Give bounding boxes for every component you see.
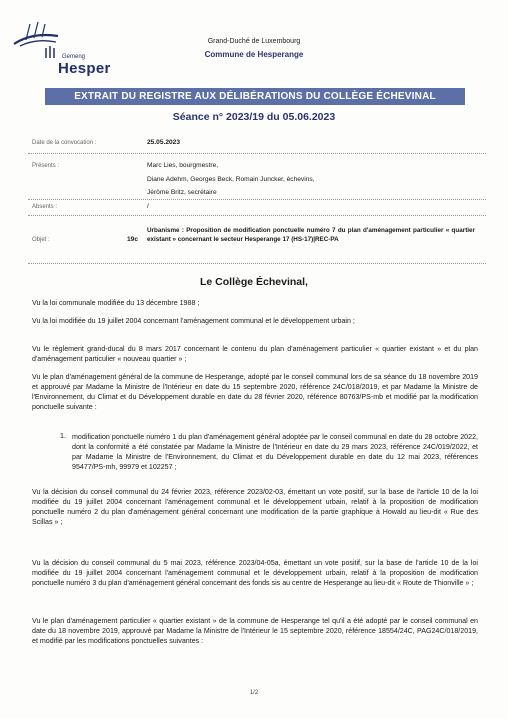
objet-number: 19c [127, 236, 139, 243]
divider [28, 215, 486, 216]
considerant-paragraph: Vu la décision du conseil communal du 24 février 2023, référence 2023/02-03, émettant un vote positif, sur la base de l'article 10 de la loi modifiée du 19 juillet 2004 concernant l'aménagement communal et le développement urbain, relatif à la proposition de modification ponctuelle numéro 2 du plan d'aménagement général concernant une modification de la partie graphique à Howald au lieu-dit « Rue des Scillas » ; [32, 488, 478, 526]
logo-wordmark: Hesper [58, 60, 111, 77]
commune-logo [12, 18, 111, 77]
considerant-paragraph: Vu la loi communale modifiée du 13 décembre 1988 ; [32, 299, 200, 307]
objet-text: Urbanisme : Proposition de modification ponctuelle numéro 7 du plan d'aménagement particulier « quartier existant » concernant le secteur Hesperange 17 (HS-17)|REC-PA [147, 227, 475, 243]
considerant-paragraph: Vu le règlement grand-ducal du 8 mars 2017 concernant le contenu du plan d'aménagement particulier « quartier existant » et du plan d'aménagement particulier « nouveau quartier » ; [32, 345, 478, 363]
list-number: 1. [60, 432, 66, 440]
presents-label: Présents : [32, 163, 60, 169]
register-banner: EXTRAIT DU REGISTRE AUX DÉLIBÉRATIONS DU COLLÈGE ÉCHEVINAL [45, 88, 465, 105]
divider [28, 263, 486, 264]
convocation-date: 25.05.2023 [147, 139, 181, 146]
convocation-label: Date de la convocation : [32, 140, 97, 146]
considerant-paragraph: Vu le plan d'aménagement particulier « quartier existant » de la commune de Hesperange tel qu'il a été adopté par le conseil communal en date du 18 novembre 2019, approuvé par Madame la Ministre de l'Intérieur le 15 septembre 2020, référence 18554/24C, PAG24C/018/2019, et modifié par les modifications ponctuelles suivantes : [32, 617, 478, 645]
considerant-paragraph: Vu la loi modifiée du 19 juillet 2004 concernant l'aménagement communal et le développement urbain ; [32, 317, 355, 325]
commune-name: Commune de Hesperange [204, 50, 304, 59]
divider [28, 199, 486, 200]
college-heading: Le Collège Échevinal, [200, 276, 308, 288]
country-line: Grand-Duché de Luxembourg [207, 38, 301, 45]
objet-label: Objet : [32, 237, 50, 243]
considerant-paragraph: Vu le plan d'aménagement général de la commune de Hesperange, adopté par le conseil communal lors de sa séance du 18 novembre 2019 et approuvé par Madame la Ministre de l'Intérieur en date du 15 septembre 2020, référence 24C/018/2019, et par Madame la Ministre de l'Environnement, du Climat et du Développement durable en date du 28 février 2020, référence 80763/PS-mb et modifié par la modification ponctuelle suivante : [32, 373, 478, 411]
presents-line: Diane Adehm, Georges Beck, Romain Juncker, échevins, [147, 176, 315, 183]
presents-line: Marc Lies, bourgmestre, [147, 162, 219, 169]
presents-line: Jérôme Britz, secrétaire [147, 189, 217, 196]
divider [28, 153, 486, 154]
logo-small-text: Gemeng [62, 54, 86, 60]
page-number: 1/2 [249, 690, 259, 696]
considerant-paragraph: Vu la décision du conseil communal du 5 mai 2023, référence 2023/04-05a, émettant un vote positif, sur la base de l'article 10 de la loi modifiée du 19 juillet 2004 concernant l'aménagement communal et le développement urbain, relatif à la proposition de modification ponctuelle numéro 3 du plan d'aménagement général concernant des fonds sis au centre de Hesperange au lieu-dit « Route de Thionville » ; [32, 559, 478, 587]
session-title: Séance n° 2023/19 du 05.06.2023 [172, 111, 336, 123]
absents-value: / [147, 203, 149, 210]
absents-label: Absents : [32, 204, 58, 210]
list-item: modification ponctuelle numéro 1 du plan d'aménagement général adoptée par le conseil communal en date du 28 octobre 2022, dont la conformité a été constatée par Madame la Ministre de l'Intérieur en date du 29 mars 2023, référence 24C/019/2022, et par Madame la Ministre de l'Environnement, du Climat et du Développement durable en date du 12 mai 2023, références 95477/PS-mh, 99979 et 102257 ; [72, 433, 478, 471]
